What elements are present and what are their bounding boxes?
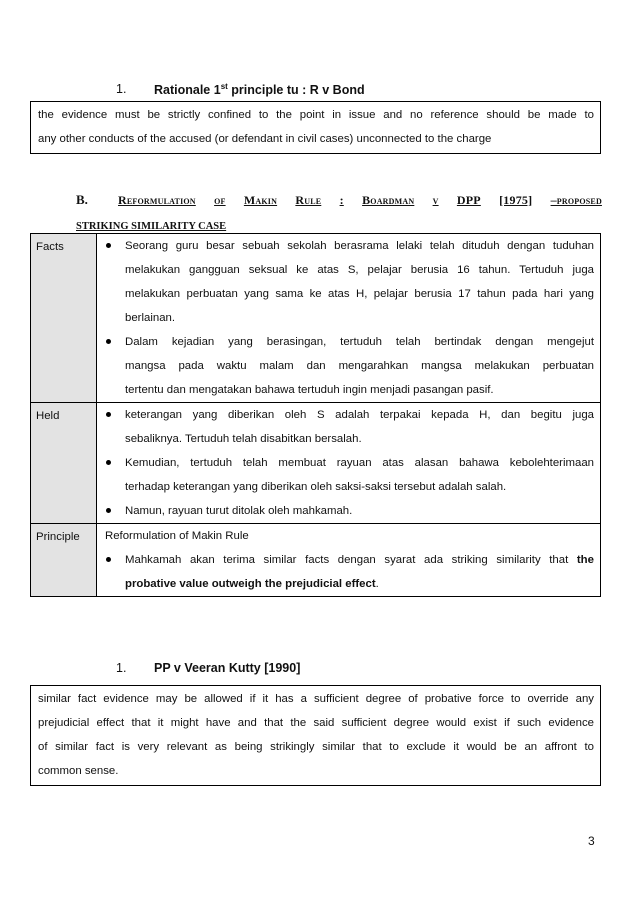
quote-line: prejudicial effect that it might have and that the said sufficient degree would exist if such evidence xyxy=(38,717,594,729)
page-number: 3 xyxy=(588,834,595,848)
title-word: : xyxy=(339,193,344,207)
title-word: Makin xyxy=(243,193,278,207)
row-content xyxy=(97,403,601,524)
table-row-principle xyxy=(31,524,601,597)
bullet-icon xyxy=(106,243,111,248)
bullet-icon xyxy=(106,460,111,465)
quote-box-veeran-kutty xyxy=(30,685,601,786)
heading-number: 1. xyxy=(116,661,127,675)
row-label: Principle xyxy=(31,524,97,597)
row-content xyxy=(97,524,601,597)
row-label: Facts xyxy=(31,234,97,403)
quote-line: common sense. xyxy=(38,765,119,777)
bullet-icon xyxy=(106,557,111,562)
quote-line: of similar fact is very relevant as being strikingly similar that to exclude it would be an affront to xyxy=(38,741,594,753)
table-row-held xyxy=(31,403,601,524)
heading-title: PP v Veeran Kutty [1990] xyxy=(154,661,301,675)
heading-title: Rationale 1st principle tu : R v Bond xyxy=(154,82,365,98)
section-letter: B. xyxy=(76,192,88,207)
list-item: keterangan yang diberikan oleh S adalah terpakai kepada H, dan begitu juga sebaliknya. Tertuduh telah disabitkan bersalah. xyxy=(105,403,594,451)
list-item: Dalam kejadian yang berasingan, tertuduh telah bertindak dengan mengejut mangsa pada waktu malam dan mengarahkan mangsa melakukan perbuatan tertentu dan mengatakan bahawa tertuduh ingin menjadi pasangan pasif. xyxy=(105,330,594,402)
case-table xyxy=(30,233,601,597)
table-row-facts xyxy=(31,234,601,403)
title-word: v xyxy=(432,193,439,207)
list-item: Kemudian, tertuduh telah membuat rayuan atas alasan bahawa kebolehterimaan terhadap keterangan yang diberikan oleh saksi-saksi tersebut adalah salah. xyxy=(105,451,594,499)
list-item: Mahkamah akan terima similar facts dengan syarat ada striking similarity that the probative value outweigh the prejudicial effect. xyxy=(105,548,594,596)
title-word: Reformulation xyxy=(118,193,196,207)
list-item: Seorang guru besar sebuah sekolah berasrama lelaki telah dituduh dengan tuduhan melakukan gangguan seksual ke atas S, pelajar berusia 16 tahun. Tertuduh juga melakukan perbuatan yang sama ke atas H, pelajar berusia 17 tahun pada hari yang berlainan. xyxy=(105,234,594,330)
title-word: of xyxy=(214,193,226,207)
row-content xyxy=(97,234,601,403)
bullet-icon xyxy=(106,339,111,344)
title-word: Rule xyxy=(295,193,322,207)
title-word: DPP xyxy=(456,193,481,207)
list-item: Namun, rayuan turut ditolak oleh mahkamah. xyxy=(105,499,594,523)
heading-number: 1. xyxy=(116,82,127,96)
quote-line: similar fact evidence may be allowed if it has a sufficient degree of probative force to override any xyxy=(38,693,594,705)
bullet-icon xyxy=(106,412,111,417)
quote-box-bond xyxy=(30,101,601,154)
bullet-icon xyxy=(106,508,111,513)
row-label: Held xyxy=(31,403,97,524)
title-word: –proposed xyxy=(550,193,602,207)
title-word: [1975] xyxy=(499,193,533,207)
quote-line: the evidence must be strictly confined to the point in issue and no reference should be made to xyxy=(38,109,594,121)
section-title xyxy=(118,188,602,212)
quote-line: any other conducts of the accused (or defendant in civil cases) unconnected to the charge xyxy=(38,133,492,145)
title-word: Boardman xyxy=(362,193,415,207)
principle-intro: Reformulation of Makin Rule xyxy=(105,530,249,542)
section-subtitle: STRIKING SIMILARITY CASE xyxy=(76,221,227,232)
